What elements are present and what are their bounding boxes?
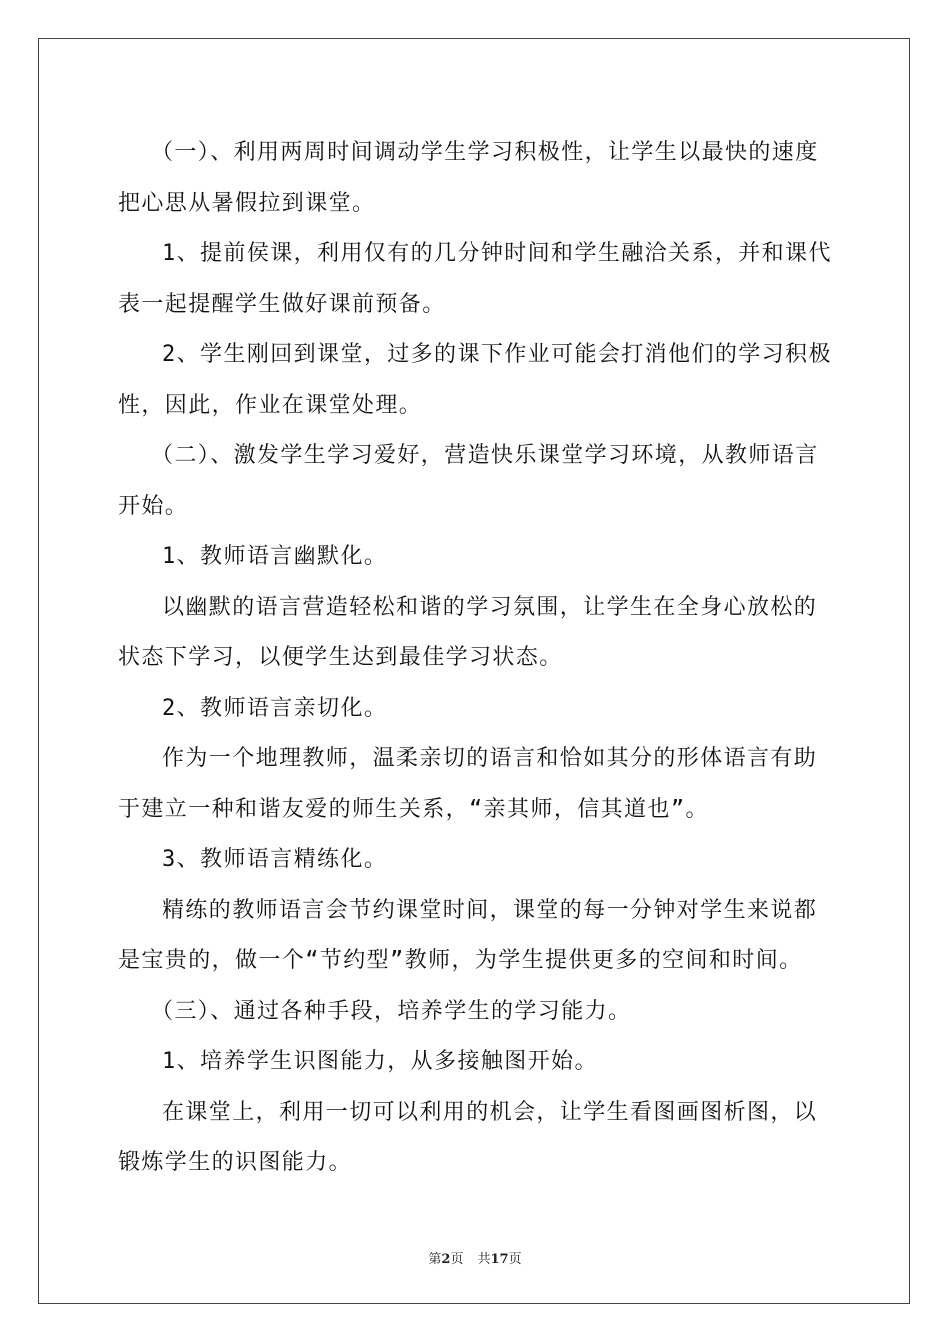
- paragraph: 在课堂上，利用一切可以利用的机会，让学生看图画图析图，以锻炼学生的识图能力。: [118, 1099, 818, 1175]
- paragraph: 作为一个地理教师，温柔亲切的语言和恰如其分的形体语言有助于建立一种和谐友爱的师生关系，“亲其师，信其道也”。: [118, 746, 818, 822]
- section-heading-1: （一）、利用两周时间调动学生学习积极性，让学生以最快的速度把心思从暑假拉到课堂。: [118, 140, 819, 216]
- footer-page-suffix: 页: [450, 1252, 464, 1267]
- paragraph: 1、教师语言幽默化。: [162, 544, 388, 569]
- paragraph: 2、教师语言亲切化。: [162, 695, 388, 721]
- footer-total-prefix: 共: [477, 1252, 491, 1267]
- paragraph: 2、学生刚回到课堂，过多的课下作业可能会打消他们的学习积极性，因此，作业在课堂处理。: [118, 342, 832, 418]
- section-heading-2: （二）、激发学生学习爱好，营造快乐课堂学习环境，从教师语言开始。: [118, 443, 819, 519]
- footer-page-number: 2: [441, 1252, 451, 1267]
- paragraph: 1、提前侯课，利用仅有的几分钟时间和学生融洽关系，并和课代表一起提醒学生做好课前预备。: [118, 241, 832, 317]
- footer-total-suffix: 页: [508, 1252, 522, 1267]
- paragraph: 1、培养学生识图能力，从多接触图开始。: [162, 1049, 598, 1074]
- footer-total-pages: 17: [490, 1252, 509, 1267]
- page-footer: [0, 1248, 950, 1267]
- section-heading-3: （三）、通过各种手段，培养学生的学习能力。: [151, 998, 632, 1024]
- paragraph: 3、教师语言精练化。: [162, 847, 388, 872]
- footer-page-prefix: 第: [428, 1252, 442, 1267]
- paragraph: 以幽默的语言营造轻松和谐的学习氛围，让学生在全身心放松的状态下学习，以便学生达到最佳学习状态。: [118, 594, 818, 670]
- document-body: [118, 128, 832, 1189]
- paragraph: 精练的教师语言会节约课堂时间，课堂的每一分钟对学生来说都是宝贵的，做一个“节约型”教师，为学生提供更多的空间和时间。: [118, 897, 818, 973]
